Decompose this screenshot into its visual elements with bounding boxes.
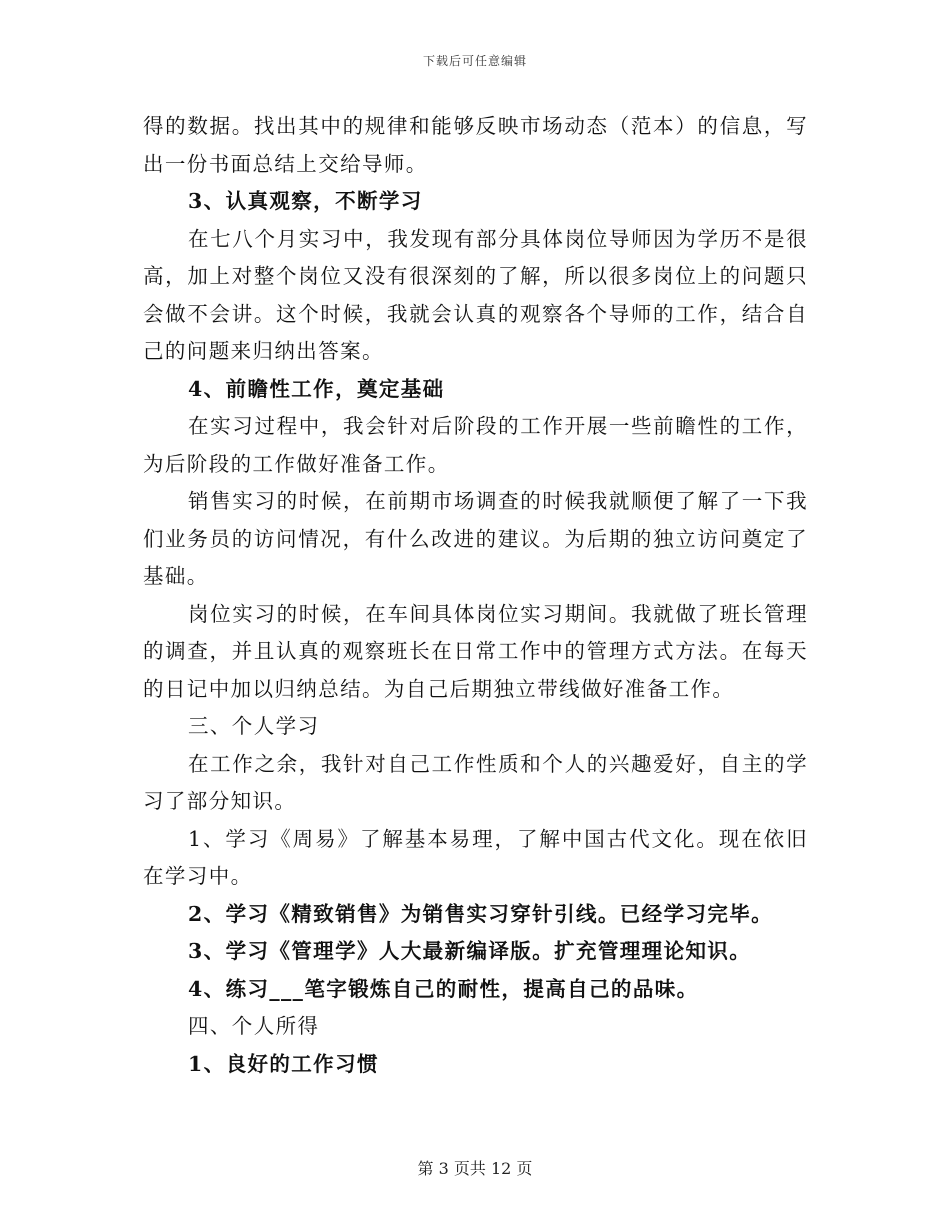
- section-heading-personal-study: 三、个人学习: [188, 714, 320, 738]
- subheading-work-habits: 1、良好的工作习惯: [188, 1051, 379, 1076]
- paragraph-sales-internship: 销售实习的时候，在前期市场调查的时候我就顺便了解了一下我们业务员的访问情况，有什么改进的建议。为后期的独立访问奠定了基础。: [143, 489, 808, 588]
- paragraph-post-internship: 岗位实习的时候，在车间具体岗位实习期间。我就做了班长管理的调查，并且认真的观察班长在日常工作中的管理方式方法。在每天的日记中加以归纳总结。为自己后期独立带线做好准备工作。: [143, 601, 808, 701]
- list-item-study-2: 2、学习《精致销售》为销售实习穿针引线。已经学习完毕。: [188, 901, 774, 926]
- paragraph-continuation: 得的数据。找出其中的规律和能够反映市场动态（范本）的信息，写出一份书面总结上交给导师。: [143, 114, 808, 176]
- page-header: 下载后可任意编辑: [422, 54, 527, 68]
- list-item-study-4: 4、练习___笔字锻炼自己的耐性，提高自己的品味。: [188, 976, 699, 1001]
- section-heading-personal-gains: 四、个人所得: [188, 1014, 320, 1038]
- paragraph-forward-work: 在实习过程中，我会针对后阶段的工作开展一些前瞻性的工作，为后阶段的工作做好准备工作。: [143, 414, 808, 476]
- paragraph-observe: 在七八个月实习中，我发现有部分具体岗位导师因为学历不是很高，加上对整个岗位又没有很深刻的了解，所以很多岗位上的问题只会做不会讲。这个时候，我就会认真的观察各个导师的工作，结合自己的问题来归纳出答案。: [143, 226, 808, 363]
- paragraph-study-intro: 在工作之余，我针对自己工作性质和个人的兴趣爱好，自主的学习了部分知识。: [143, 751, 808, 813]
- subheading-forward-work: 4、前瞻性工作，奠定基础: [188, 376, 445, 401]
- subheading-observe-learn: 3、认真观察，不断学习: [188, 189, 423, 213]
- list-item-study-3: 3、学习《管理学》人大最新编译版。扩充管理理论知识。: [188, 939, 752, 963]
- list-item-study-1: 1、学习《周易》了解基本易理，了解中国古代文化。现在依旧在学习中。: [143, 826, 808, 888]
- page-footer: 第 3 页共 12 页: [417, 1159, 533, 1178]
- document-body: [143, 108, 808, 1083]
